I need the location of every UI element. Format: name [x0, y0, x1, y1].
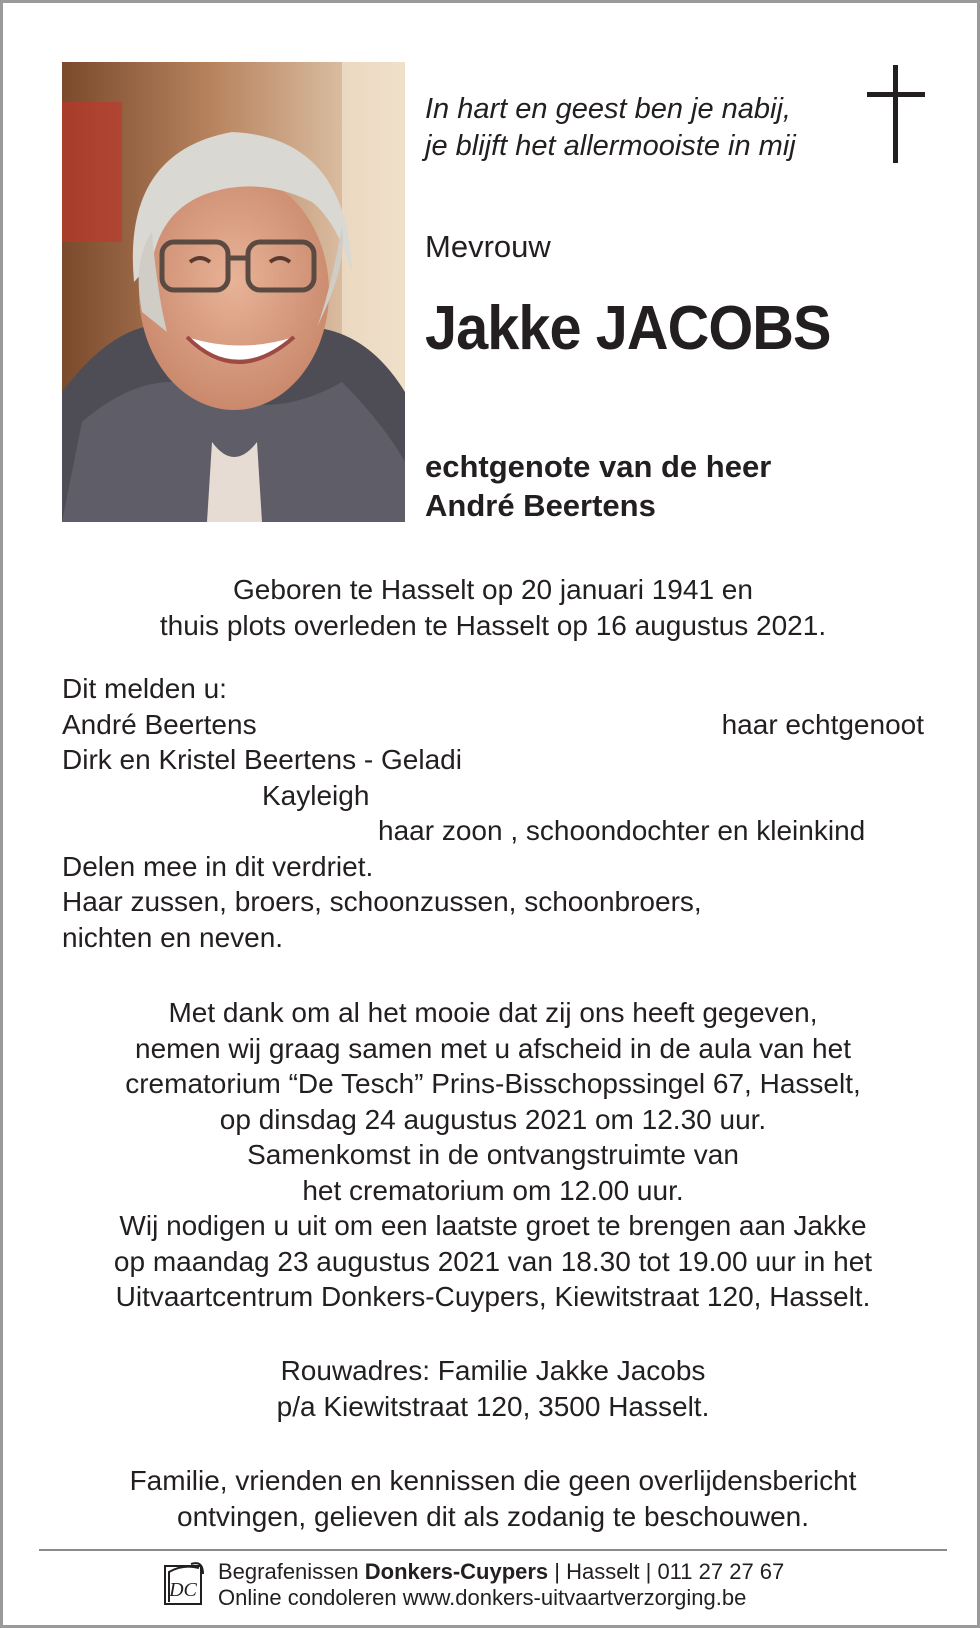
mourners-family-line: nichten en neven. — [62, 921, 284, 953]
mourner-relation: haar echtgenoot — [721, 708, 924, 740]
funeral-home-logo — [163, 1562, 205, 1606]
poem-line: je blijft het allermooiste in mij — [425, 130, 796, 162]
logo-lettering: DC — [169, 1579, 197, 1601]
spouse-line: echtgenote van de heer — [425, 449, 772, 484]
footer-line-online — [218, 1585, 784, 1611]
ceremony-line: op dinsdag 24 augustus 2021 om 12.30 uur. — [219, 1103, 767, 1135]
footer-website-link[interactable]: www.donkers-uitvaartverzorging.be — [402, 1585, 747, 1610]
ceremony-line: op maandag 23 augustus 2021 van 18.30 tot 19.00 uur in het — [113, 1245, 873, 1277]
ceremony-line: Met dank om al het mooie dat zij ons heeft gegeven, — [168, 997, 818, 1028]
announcement-line: thuis plots overleden te Hasselt op 16 augustus 2021. — [159, 609, 827, 641]
footer-phone: 011 27 27 67 — [657, 1559, 785, 1584]
birth-death-announcement — [62, 572, 924, 643]
address-line: Rouwadres: Familie Jakke Jacobs — [280, 1355, 706, 1386]
footer-prefix: Begrafenissen — [218, 1559, 359, 1584]
footer-line-company — [218, 1559, 784, 1585]
mourners-family-line: Haar zussen, broers, schoonzussen, schoonbroers, — [62, 886, 702, 917]
footer-divider — [39, 1549, 947, 1551]
mourners-list — [62, 671, 924, 955]
funeral-home-footer — [218, 1559, 784, 1611]
mourner-row-husband — [62, 707, 924, 743]
mourner-row-grandchild: Kayleigh — [262, 779, 370, 811]
mourner-relation-son: haar zoon , schoondochter en kleinkind — [378, 815, 866, 846]
spouse-info — [425, 447, 771, 525]
address-line: p/a Kiewitstraat 120, 3500 Hasselt. — [276, 1390, 710, 1422]
notice-line: Familie, vrienden en kennissen die geen overlijdensbericht — [129, 1465, 857, 1496]
announcement-line: Geboren te Hasselt op 20 januari 1941 en — [233, 574, 753, 605]
mourners-intro: Dit melden u: — [62, 673, 227, 704]
spouse-line: André Beertens — [425, 488, 656, 523]
notice-line: ontvingen, gelieven dit als zodanig te beschouwen. — [177, 1500, 809, 1532]
ceremony-line: het crematorium om 12.00 uur. — [302, 1174, 684, 1206]
mourner-name: André Beertens — [62, 708, 257, 740]
mourning-address — [62, 1353, 924, 1424]
ceremony-line: nemen wij graag samen met u afscheid in de aula van het — [135, 1032, 851, 1064]
footer-company: Donkers-Cuypers — [364, 1559, 549, 1584]
ceremony-line: Wij nodigen u uit om een laatste groet te brengen aan Jakke — [119, 1210, 867, 1241]
cross-icon — [867, 65, 925, 163]
footer-location: | Hasselt | — [554, 1559, 652, 1584]
memorial-poem — [425, 91, 845, 165]
ceremony-line: Uitvaartcentrum Donkers-Cuypers, Kiewitstraat 120, Hasselt. — [115, 1281, 871, 1312]
deceased-name: Jakke JACOBS — [425, 294, 831, 363]
footer-condolence-label: Online condoleren — [218, 1585, 397, 1610]
salutation: Mevrouw — [425, 229, 551, 264]
poem-line: In hart en geest ben je nabij, — [425, 93, 791, 125]
ceremony-details — [62, 995, 924, 1315]
portrait-photo — [62, 62, 405, 522]
ceremony-line: Samenkomst in de ontvangstruimte van — [247, 1139, 739, 1170]
mourner-row-son: Dirk en Kristel Beertens - Geladi — [62, 744, 462, 775]
mourners-share-line: Delen mee in dit verdriet. — [62, 850, 374, 882]
portrait-photo-illustration — [62, 62, 405, 522]
notice-text — [62, 1463, 924, 1534]
ceremony-line: crematorium “De Tesch” Prins-Bisschopssingel 67, Hasselt, — [125, 1068, 861, 1099]
